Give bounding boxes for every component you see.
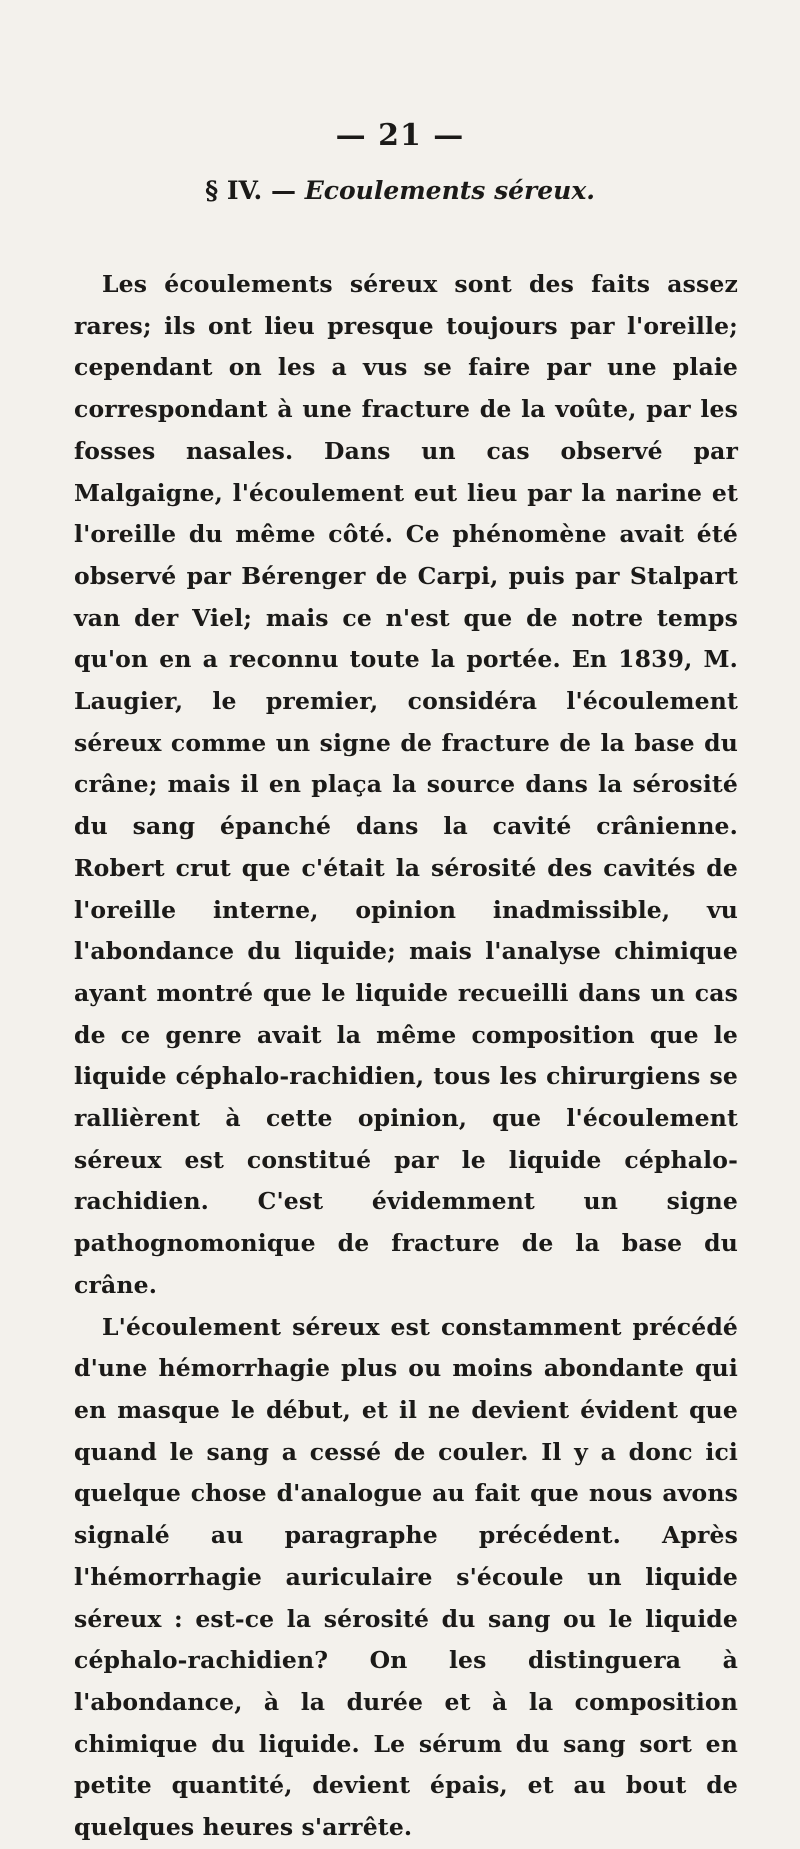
paragraph: L'écoulement séreux est constamment précédé d'une hémorrhagie plus ou moins abondante qui en masque le début, et il ne devient évident que quand le sang a cessé de couler. Il y a donc ici quelque chose d'analogue au fait que nous avons signalé au paragraphe précédent. Après l'hémorrhagie auriculaire s'écoule un liquide séreux : est-ce la sérosité du sang ou le liquide céphalo-rachidien? On les distinguera à l'abondance, à la durée et à la composition chimique du liquide. Le sérum du sang sort en petite quantité, devient épais, et au bout de quelques heures s'arrête. [74, 1312, 738, 1842]
section-title: Ecoulements séreux. [304, 176, 595, 205]
page-number: — 21 — [335, 118, 465, 153]
section-heading [0, 176, 800, 205]
body-text [74, 264, 738, 1849]
paragraph: Les écoulements séreux sont des faits assez rares; ils ont lieu presque toujours par l'oreille; cependant on les a vus se faire par une plaie correspondant à une fracture de la voûte, par les fosses nasales. Dans un cas observé par Malgaigne, l'écoulement eut lieu par la narine et l'oreille du même côté. Ce phénomène avait été observé par Bérenger de Carpi, puis par Stalpart van der Viel; mais ce n'est que de notre temps qu'on en a reconnu toute la portée. En 1839, M. Laugier, le premier, considéra l'écoulement séreux comme un signe de fracture de la base du crâne; mais il en plaça la source dans la sérosité du sang épanché dans la cavité crânienne. Robert crut que c'était la sérosité des cavités de l'oreille interne, opinion inadmissible, vu l'abondance du liquide; mais l'analyse chimique ayant montré que le liquide recueilli dans un cas de ce genre avait la même composition que le liquide céphalo-rachidien, tous les chirurgiens se rallièrent à cette opinion, que l'écoulement séreux est constitué par le liquide céphalo-rachidien. C'est évidemment un signe pathognomonique de fracture de la base du crâne. [74, 270, 738, 1299]
section-marker: § IV. — [205, 176, 296, 205]
